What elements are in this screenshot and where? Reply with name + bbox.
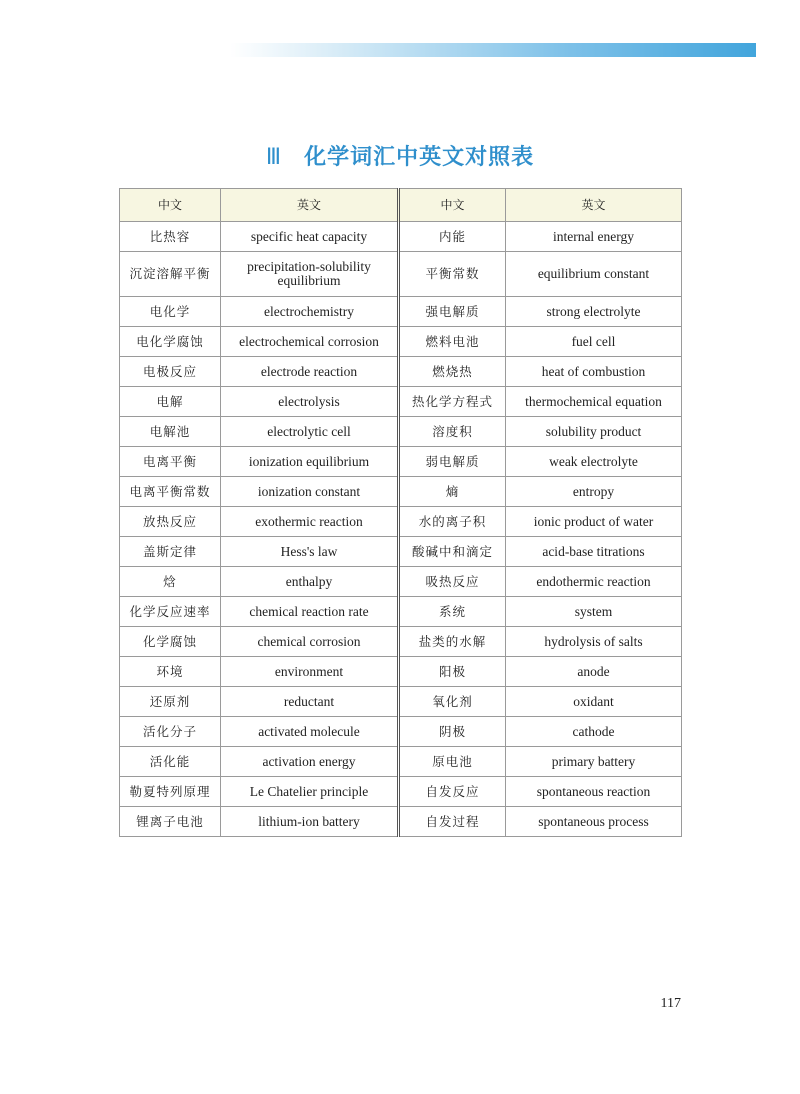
table-row xyxy=(120,597,682,627)
cell-chinese-term: 熵 xyxy=(399,477,506,507)
header-accent-bar xyxy=(230,43,756,57)
cell-chinese-term: 平衡常数 xyxy=(399,252,506,297)
cell-chinese-term: 阳极 xyxy=(399,657,506,687)
cell-chinese-term: 热化学方程式 xyxy=(399,387,506,417)
table-row xyxy=(120,717,682,747)
cell-chinese-term: 内能 xyxy=(399,222,506,252)
cell-chinese-term: 溶度积 xyxy=(399,417,506,447)
cell-english-term: Le Chatelier principle xyxy=(221,777,399,807)
table-row xyxy=(120,297,682,327)
header-chinese-1: 中文 xyxy=(120,189,221,222)
cell-english-term: specific heat capacity xyxy=(221,222,399,252)
cell-chinese-term: 自发过程 xyxy=(399,807,506,837)
table-row xyxy=(120,357,682,387)
cell-chinese-term: 电解池 xyxy=(120,417,221,447)
cell-chinese-term: 电化学腐蚀 xyxy=(120,327,221,357)
cell-chinese-term: 弱电解质 xyxy=(399,447,506,477)
table-row xyxy=(120,807,682,837)
cell-chinese-term: 勒夏特列原理 xyxy=(120,777,221,807)
cell-english-term: solubility product xyxy=(506,417,682,447)
cell-chinese-term: 原电池 xyxy=(399,747,506,777)
table-row xyxy=(120,327,682,357)
cell-chinese-term: 活化分子 xyxy=(120,717,221,747)
cell-english-term: fuel cell xyxy=(506,327,682,357)
cell-chinese-term: 盖斯定律 xyxy=(120,537,221,567)
page-number: 117 xyxy=(660,996,681,1011)
table-row xyxy=(120,687,682,717)
cell-english-term: chemical reaction rate xyxy=(221,597,399,627)
cell-english-term: hydrolysis of salts xyxy=(506,627,682,657)
table-row xyxy=(120,222,682,252)
cell-english-term: strong electrolyte xyxy=(506,297,682,327)
cell-chinese-term: 强电解质 xyxy=(399,297,506,327)
cell-english-term: anode xyxy=(506,657,682,687)
cell-chinese-term: 环境 xyxy=(120,657,221,687)
cell-chinese-term: 电离平衡常数 xyxy=(120,477,221,507)
cell-chinese-term: 沉淀溶解平衡 xyxy=(120,252,221,297)
table-row xyxy=(120,747,682,777)
table-row xyxy=(120,387,682,417)
vocabulary-table xyxy=(119,188,682,837)
cell-english-term: precipitation-solubility equilibrium xyxy=(221,252,399,297)
cell-english-term: spontaneous reaction xyxy=(506,777,682,807)
cell-chinese-term: 焓 xyxy=(120,567,221,597)
cell-chinese-term: 还原剂 xyxy=(120,687,221,717)
cell-chinese-term: 氧化剂 xyxy=(399,687,506,717)
table-row xyxy=(120,627,682,657)
cell-english-term: electrolytic cell xyxy=(221,417,399,447)
cell-english-term: chemical corrosion xyxy=(221,627,399,657)
cell-chinese-term: 电化学 xyxy=(120,297,221,327)
cell-chinese-term: 燃烧热 xyxy=(399,357,506,387)
cell-chinese-term: 电解 xyxy=(120,387,221,417)
cell-english-term: enthalpy xyxy=(221,567,399,597)
cell-english-term: Hess's law xyxy=(221,537,399,567)
cell-chinese-term: 放热反应 xyxy=(120,507,221,537)
table-row xyxy=(120,447,682,477)
cell-english-term: electrode reaction xyxy=(221,357,399,387)
section-number: Ⅲ xyxy=(265,145,283,170)
cell-chinese-term: 电离平衡 xyxy=(120,447,221,477)
cell-chinese-term: 化学腐蚀 xyxy=(120,627,221,657)
cell-english-term: lithium-ion battery xyxy=(221,807,399,837)
cell-english-term: environment xyxy=(221,657,399,687)
cell-english-term: electrolysis xyxy=(221,387,399,417)
cell-english-term: heat of combustion xyxy=(506,357,682,387)
cell-english-term: entropy xyxy=(506,477,682,507)
cell-chinese-term: 自发反应 xyxy=(399,777,506,807)
cell-english-term: acid-base titrations xyxy=(506,537,682,567)
header-chinese-2: 中文 xyxy=(399,189,506,222)
table-row xyxy=(120,507,682,537)
cell-english-term: reductant xyxy=(221,687,399,717)
cell-english-term: ionic product of water xyxy=(506,507,682,537)
table-header-row xyxy=(120,189,682,222)
table-row xyxy=(120,252,682,297)
header-english-1: 英文 xyxy=(221,189,399,222)
cell-chinese-term: 吸热反应 xyxy=(399,567,506,597)
table-row xyxy=(120,567,682,597)
cell-english-term: electrochemistry xyxy=(221,297,399,327)
cell-english-term: equilibrium constant xyxy=(506,252,682,297)
cell-chinese-term: 活化能 xyxy=(120,747,221,777)
cell-chinese-term: 化学反应速率 xyxy=(120,597,221,627)
cell-english-term: oxidant xyxy=(506,687,682,717)
page-title xyxy=(0,140,800,171)
cell-english-term: endothermic reaction xyxy=(506,567,682,597)
cell-english-term: spontaneous process xyxy=(506,807,682,837)
cell-english-term: activation energy xyxy=(221,747,399,777)
cell-english-term: ionization equilibrium xyxy=(221,447,399,477)
cell-chinese-term: 燃料电池 xyxy=(399,327,506,357)
cell-english-term: cathode xyxy=(506,717,682,747)
cell-chinese-term: 阴极 xyxy=(399,717,506,747)
cell-english-term: ionization constant xyxy=(221,477,399,507)
table-row xyxy=(120,777,682,807)
cell-chinese-term: 比热容 xyxy=(120,222,221,252)
cell-chinese-term: 酸碱中和滴定 xyxy=(399,537,506,567)
cell-chinese-term: 水的离子积 xyxy=(399,507,506,537)
cell-english-term: system xyxy=(506,597,682,627)
header-english-2: 英文 xyxy=(506,189,682,222)
cell-chinese-term: 系统 xyxy=(399,597,506,627)
cell-chinese-term: 盐类的水解 xyxy=(399,627,506,657)
cell-english-term: weak electrolyte xyxy=(506,447,682,477)
table-row xyxy=(120,417,682,447)
cell-english-term: activated molecule xyxy=(221,717,399,747)
table-row xyxy=(120,537,682,567)
cell-chinese-term: 锂离子电池 xyxy=(120,807,221,837)
cell-chinese-term: 电极反应 xyxy=(120,357,221,387)
table-row xyxy=(120,657,682,687)
cell-english-term: internal energy xyxy=(506,222,682,252)
cell-english-term: thermochemical equation xyxy=(506,387,682,417)
cell-english-term: electrochemical corrosion xyxy=(221,327,399,357)
title-text: 化学词汇中英文对照表 xyxy=(304,145,535,170)
table-row xyxy=(120,477,682,507)
cell-english-term: exothermic reaction xyxy=(221,507,399,537)
cell-english-term: primary battery xyxy=(506,747,682,777)
